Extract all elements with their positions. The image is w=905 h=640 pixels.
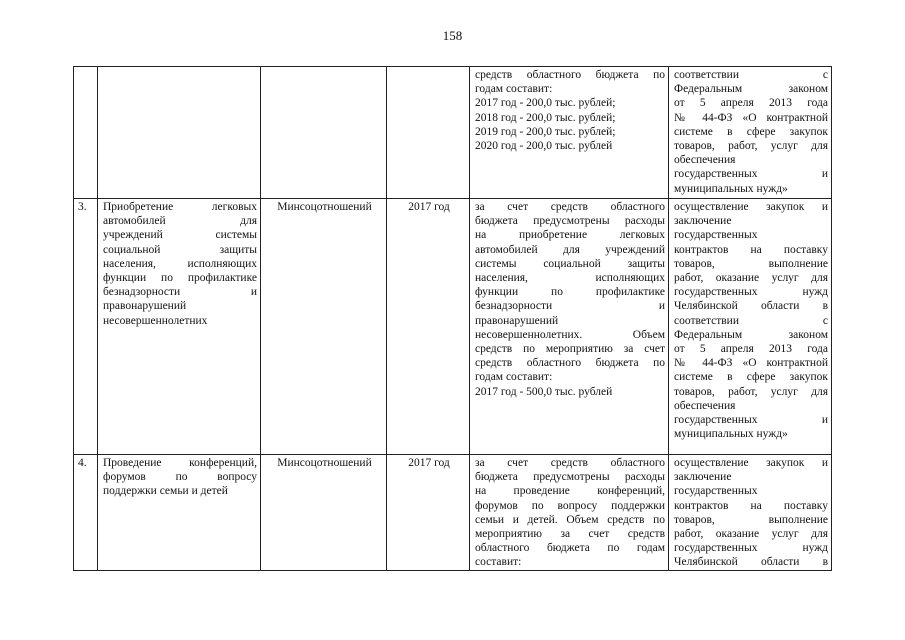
mechanism-line: осуществление закупок и xyxy=(674,457,828,469)
mechanism-line: муниципальных нужд» xyxy=(674,428,788,441)
mechanism-line: осуществление закупок и xyxy=(674,201,828,213)
mechanism-line: от 5 апреля 2013 года xyxy=(674,97,828,110)
funding-line: мероприятию за счет средств xyxy=(475,528,665,541)
mechanism-line: заключение xyxy=(674,471,732,484)
funding-description xyxy=(470,199,669,455)
table-row xyxy=(74,199,832,455)
funding-line: средств по мероприятию за счет xyxy=(475,343,665,356)
executor xyxy=(261,67,387,199)
measure-name-line: форумов по вопросу xyxy=(103,471,257,484)
mechanism-line: заключение xyxy=(674,215,732,228)
mechanism-line: товаров, выполнение xyxy=(674,257,828,270)
mechanism-line: государственных и xyxy=(674,414,828,427)
mechanism-line: контрактов на поставку xyxy=(674,243,828,256)
mechanism-line: государственных нужд xyxy=(674,542,828,555)
measure-name-line: несовершеннолетних xyxy=(103,314,208,327)
measure-name-line: социальной защиты xyxy=(103,243,257,256)
mechanism-line: государственных и xyxy=(674,168,828,181)
measures-table xyxy=(73,66,832,571)
funding-line: на приобретение легковых xyxy=(475,229,665,242)
row-number xyxy=(74,67,98,199)
funding-line: годам составит: xyxy=(475,371,553,384)
funding-line: автомобилей для учреждений xyxy=(475,243,665,256)
year xyxy=(387,67,470,199)
mechanism-line: Федеральным законом xyxy=(674,83,828,96)
measure-name-line: учреждений системы xyxy=(103,229,257,242)
measure-name-line: автомобилей для xyxy=(103,215,257,228)
table-row xyxy=(74,455,832,571)
measure-name-line: населения, исполняющих xyxy=(103,257,257,270)
executor: Минсоцотношений xyxy=(261,199,387,455)
mechanism-line: муниципальных нужд» xyxy=(674,182,788,195)
funding-line: 2018 год - 200,0 тыс. рублей; xyxy=(475,111,616,124)
funding-line: 2017 год - 200,0 тыс. рублей; xyxy=(475,97,616,110)
funding-line: 2019 год - 200,0 тыс. рублей; xyxy=(475,125,616,138)
mechanism-line: соответствии с xyxy=(674,69,828,81)
mechanism-line: системе в сфере закупок xyxy=(674,371,828,384)
measure-name-line: функции по профилактике xyxy=(103,272,257,285)
executor: Минсоцотношений xyxy=(261,455,387,571)
funding-line: семьи и детей. Объем средств по xyxy=(475,513,665,526)
mechanism-line: Челябинской области в xyxy=(674,556,828,569)
funding-line: форумов по вопросу поддержки xyxy=(475,499,665,512)
mechanism-line: обеспечения xyxy=(674,154,736,167)
measure-name xyxy=(98,455,261,571)
implementation-mechanism xyxy=(669,455,832,571)
funding-line: годам составит: xyxy=(475,83,553,96)
year: 2017 год xyxy=(387,455,470,571)
funding-line: за счет средств областного xyxy=(475,201,665,213)
funding-line: 2017 год - 500,0 тыс. рублей xyxy=(475,385,613,398)
measure-name-line: Приобретение легковых xyxy=(103,201,257,213)
mechanism-line: № 44-ФЗ «О контрактной xyxy=(674,357,828,370)
funding-line: функции по профилактике xyxy=(475,286,665,299)
mechanism-line: работ, оказание услуг для xyxy=(674,272,828,285)
mechanism-line: товаров, работ, услуг для xyxy=(674,385,828,398)
measure-name xyxy=(98,67,261,199)
funding-line: системы социальной защиты xyxy=(475,257,665,270)
mechanism-line: товаров, работ, услуг для xyxy=(674,140,828,153)
funding-line: составит: xyxy=(475,556,522,569)
funding-line: несовершеннолетних. Объем xyxy=(475,328,665,341)
row-number: 4. xyxy=(74,455,98,571)
mechanism-line: Федеральным законом xyxy=(674,328,828,341)
measure-name xyxy=(98,199,261,455)
measure-name-line: поддержки семьи и детей xyxy=(103,485,228,498)
funding-line: областного бюджета по годам xyxy=(475,542,665,555)
mechanism-line: товаров, выполнение xyxy=(674,513,828,526)
measure-name-line: безнадзорности и xyxy=(103,286,257,299)
mechanism-line: соответствии с xyxy=(674,314,828,327)
funding-line: бюджета предусмотрены расходы xyxy=(475,471,665,484)
implementation-mechanism xyxy=(669,67,832,199)
page-number: 158 xyxy=(442,28,463,43)
mechanism-line: работ, оказание услуг для xyxy=(674,528,828,541)
funding-description xyxy=(470,455,669,571)
funding-line: правонарушений xyxy=(475,314,559,327)
mechanism-line: государственных нужд xyxy=(674,286,828,299)
funding-description xyxy=(470,67,669,199)
mechanism-line: обеспечения xyxy=(674,399,736,412)
funding-line: на проведение конференций, xyxy=(475,485,665,498)
funding-line: средств областного бюджета по xyxy=(475,357,665,370)
mechanism-line: контрактов на поставку xyxy=(674,499,828,512)
funding-line: средств областного бюджета по xyxy=(475,69,665,81)
funding-line: населения, исполняющих xyxy=(475,272,665,285)
table-row xyxy=(74,67,832,199)
row-number: 3. xyxy=(74,199,98,455)
funding-line: бюджета предусмотрены расходы xyxy=(475,215,665,228)
mechanism-line: государственных xyxy=(674,485,758,498)
measure-name-line: правонарушений xyxy=(103,300,187,313)
mechanism-line: системе в сфере закупок xyxy=(674,125,828,138)
funding-line: 2020 год - 200,0 тыс. рублей xyxy=(475,140,613,153)
year: 2017 год xyxy=(387,199,470,455)
mechanism-line: государственных xyxy=(674,229,758,242)
implementation-mechanism xyxy=(669,199,832,455)
measure-name-line: Проведение конференций, xyxy=(103,457,257,469)
mechanism-line: № 44-ФЗ «О контрактной xyxy=(674,111,828,124)
funding-line: за счет средств областного xyxy=(475,457,665,469)
mechanism-line: Челябинской области в xyxy=(674,300,828,313)
mechanism-line: от 5 апреля 2013 года xyxy=(674,343,828,356)
funding-line: безнадзорности и xyxy=(475,300,665,313)
